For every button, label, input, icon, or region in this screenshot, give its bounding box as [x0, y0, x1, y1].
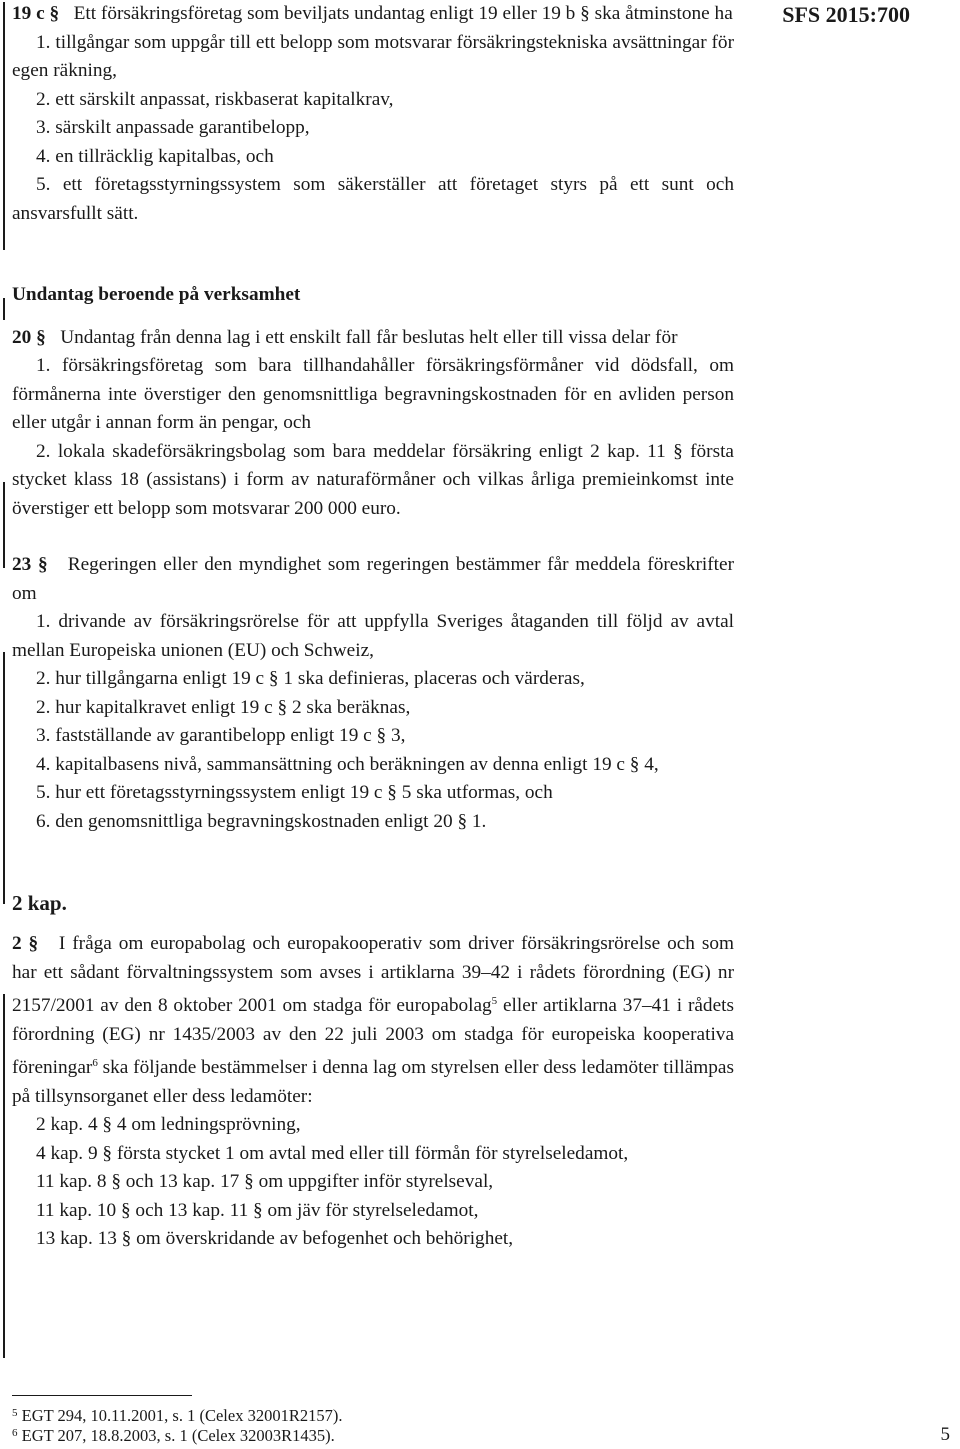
change-bar: [3, 298, 5, 320]
section-text: ska följande bestämmelser i denna lag om styrelsen eller dess ledamöter tillämpas på tillsynsorganet eller dess ledamöter:: [12, 1057, 734, 1107]
heading-undantag: Undantag beroende på verksamhet: [12, 284, 301, 305]
list-item: 4. kapitalbasens nivå, sammansättning och beräkningen av denna enligt 19 c § 4,: [36, 753, 659, 775]
list-item: 11 kap. 10 § och 13 kap. 11 § om jäv för styrelseledamot,: [36, 1199, 479, 1221]
section-number: 20 §: [12, 326, 46, 348]
footnote-ref: 6: [92, 1057, 98, 1069]
list-item: 4. en tillräcklig kapitalbas, och: [36, 145, 274, 167]
list-item: 2. hur kapitalkravet enligt 19 c § 2 ska beräknas,: [36, 696, 411, 718]
section-23: [12, 551, 734, 836]
section-intro: Ett försäkringsföretag som beviljats undantag enligt 19 eller 19 b § ska åtminstone ha: [73, 3, 733, 24]
section-number: 19 c §: [12, 3, 60, 24]
list-item: 11 kap. 8 § och 13 kap. 17 § om uppgifter inför styrelseval,: [36, 1171, 494, 1192]
list-item: 2. lokala skadeförsäkringsbolag som bara meddelar försäkring enligt 2 kap. 11 § första stycket klass 18 (assistans) i form av naturaförmåner och vilkas årliga premieinkomst inte överstiger ett belopp som motsvarar 200 000 euro.: [12, 440, 734, 519]
change-bar: [3, 652, 5, 904]
footnote: $^5$ EGT 294, 10.11.2001, s. 1 (Celex 32001R2157).: [12, 1406, 343, 1425]
chapter-heading: 2 kap.: [12, 891, 67, 915]
footnote-rule: [12, 1395, 192, 1396]
change-bar: [3, 482, 5, 568]
list-item: 1. drivande av försäkringsrörelse för att uppfylla Sveriges åtaganden till följd av avtal mellan Europeiska unionen (EU) och Schweiz,: [12, 611, 734, 661]
section-intro: Regeringen eller den myndighet som regeringen bestämmer får meddela föreskrifter om: [12, 554, 734, 604]
list-item: 5. hur ett företagsstyrningssystem enligt 19 c § 5 ska utformas, och: [36, 782, 553, 803]
section-2: [12, 930, 734, 1254]
change-bar: [3, 994, 5, 1358]
footnote-ref: 5: [491, 995, 498, 1007]
list-item: 6. den genomsnittliga begravningskostnaden enligt 20 § 1.: [36, 810, 487, 832]
change-bar: [3, 2, 5, 250]
list-item: 1. tillgångar som uppgår till ett belopp som motsvarar försäkringstekniska avsättningar för egen räkning,: [12, 31, 734, 81]
section-19c: [12, 0, 734, 228]
main-text: [12, 0, 734, 1254]
list-item: 4 kap. 9 § första stycket 1 om avtal med eller till förmån för styrelseledamot,: [36, 1142, 629, 1164]
list-item: 2. hur tillgångarna enligt 19 c § 1 ska definieras, placeras och värderas,: [36, 668, 585, 689]
section-text: eller artiklarna 37–41 i rådets förordning (EG) nr 1435/2003 av den 22 juli 2003 om stadga för europeiska kooperativa föreningar: [12, 995, 734, 1078]
list-item: 3. fastställande av garantibelopp enligt 19 c § 3,: [36, 725, 406, 746]
section-number: 2 §: [12, 933, 39, 954]
list-item: 5. ett företagsstyrningssystem som säkerställer att företaget styrs på ett sunt och ansvarsfullt sätt.: [12, 174, 734, 224]
section-number: 23 §: [12, 554, 48, 575]
sfs-number: SFS 2015:700: [782, 2, 910, 27]
list-item: 1. försäkringsföretag som bara tillhandahåller försäkringsförmåner vid dödsfall, om förmånerna inte överstiger den genomsnittliga begravningskostnaden för en avliden person eller utgår i annan form än pengar, och: [12, 355, 734, 433]
list-item: 2. ett särskilt anpassat, riskbaserat kapitalkrav,: [36, 88, 394, 110]
page-number: 5: [940, 1424, 950, 1445]
section-text: I fråga om europabolag och europakooperativ som driver försäkringsrörelse och som har ett sådant förvaltningssystem som avses i artiklarna 39–42 i rådets förordning (EG) nr 2157/2001 av den 8 oktober 2001 om stadga för europabolag: [12, 933, 734, 1016]
footnote: $^6$ EGT 207, 18.8.2003, s. 1 (Celex 32003R1435).: [12, 1426, 335, 1445]
section-20: [12, 324, 734, 524]
list-item: 2 kap. 4 § 4 om ledningsprövning,: [36, 1114, 301, 1135]
list-item: 3. särskilt anpassade garantibelopp,: [36, 117, 310, 138]
section-intro: Undantag från denna lag i ett enskilt fall får beslutas helt eller till vissa delar för: [60, 326, 678, 348]
list-item: 13 kap. 13 § om överskridande av befogenhet och behörighet,: [36, 1228, 514, 1249]
